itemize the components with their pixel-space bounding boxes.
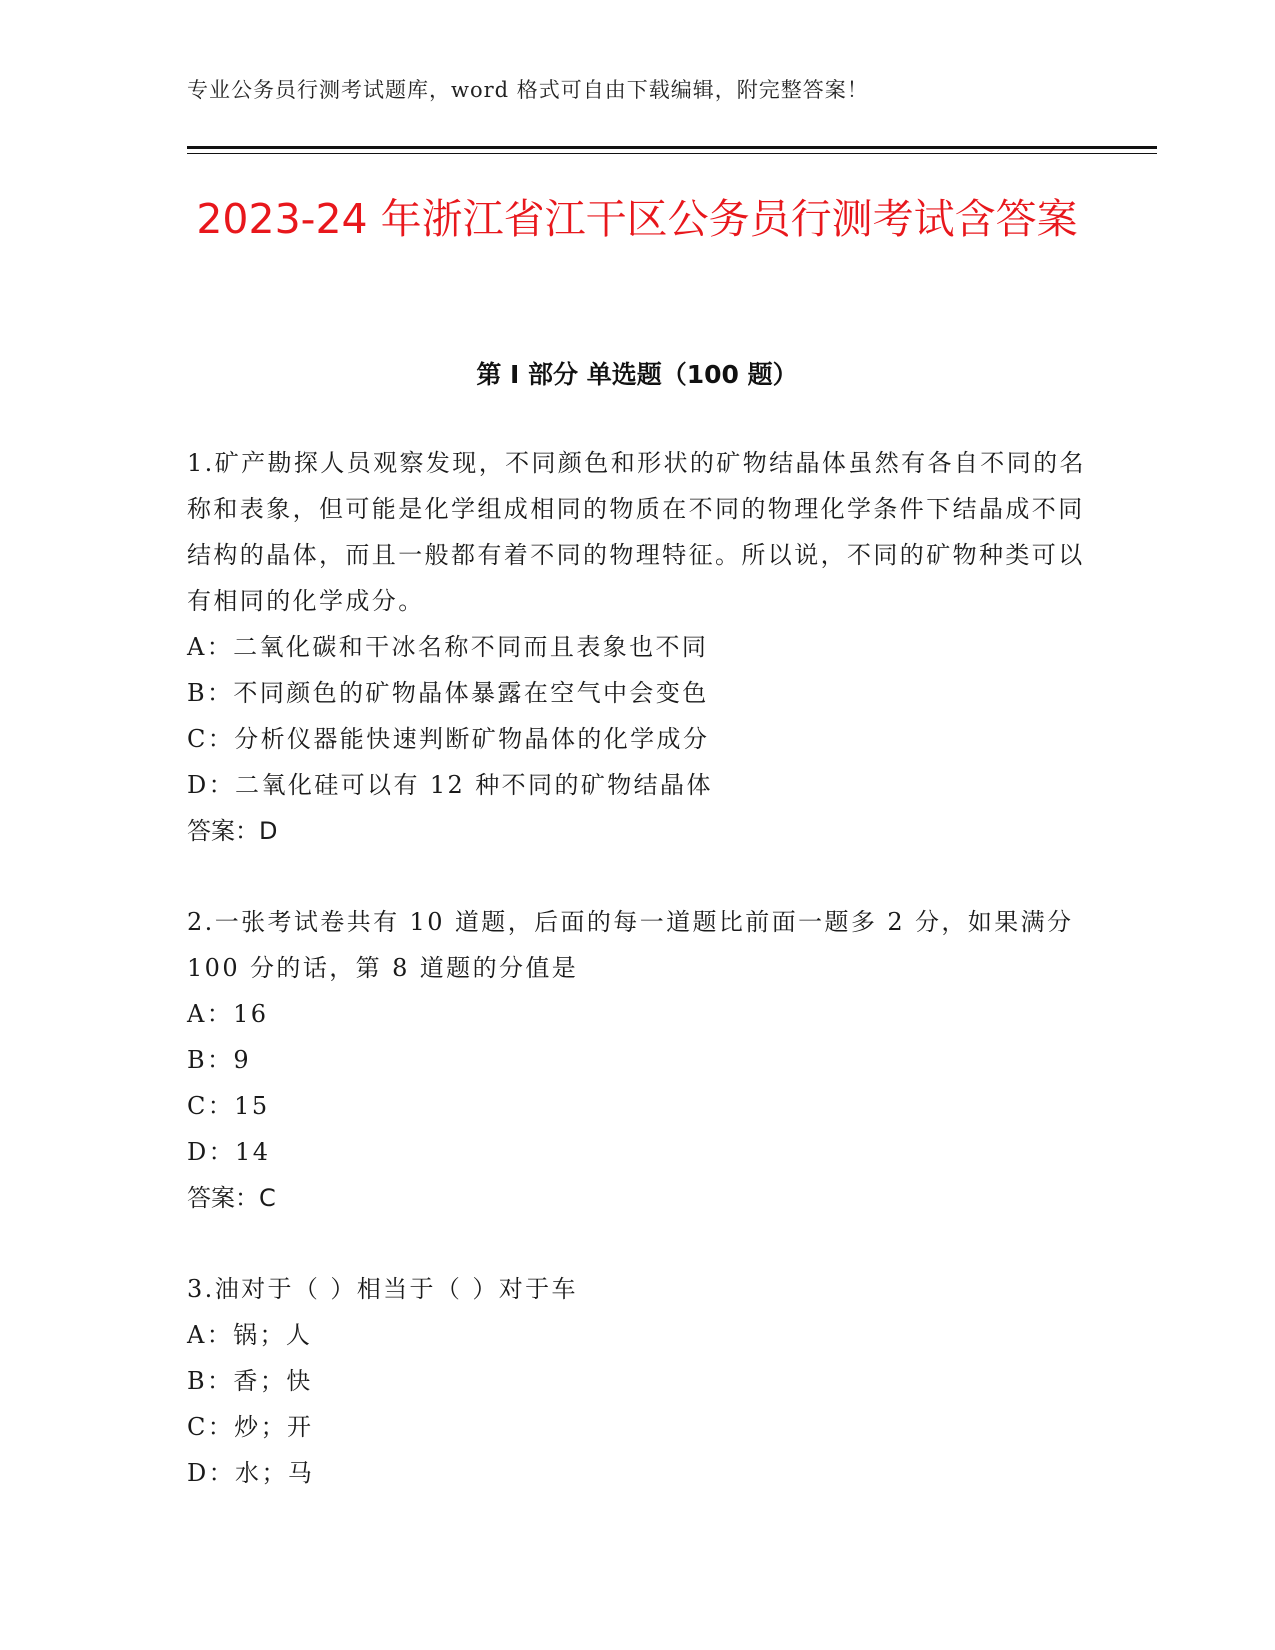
option-b: B：香；快 [187, 1367, 313, 1395]
option-d: D：14 [187, 1138, 271, 1166]
option-c: C：15 [187, 1092, 270, 1120]
option-a: A：二氧化碳和干冰名称不同而且表象也不同 [187, 633, 709, 661]
header-note: 专业公务员行测考试题库，word 格式可自由下载编辑，附完整答案！ [187, 78, 869, 102]
option-d: D：水；马 [187, 1459, 315, 1487]
question-2 [187, 899, 1087, 1221]
option-d: D：二氧化硅可以有 12 种不同的矿物结晶体 [187, 771, 713, 799]
answer: 答案：D [187, 817, 278, 845]
question-list [187, 440, 1087, 1541]
option-b: B：不同颜色的矿物晶体暴露在空气中会变色 [187, 679, 709, 707]
question-3 [187, 1266, 1087, 1496]
header-divider-thin [187, 153, 1157, 154]
section-title: 第 I 部分 单选题（100 题） [476, 360, 798, 389]
answer: 答案：C [187, 1184, 276, 1212]
option-c: C：分析仪器能快速判断矿物晶体的化学成分 [187, 725, 710, 753]
question-1 [187, 440, 1087, 854]
option-c: C：炒；开 [187, 1413, 314, 1441]
document-title: 2023-24 年浙江省江干区公务员行测考试含答案 [196, 195, 1078, 243]
option-a: A：锅；人 [187, 1321, 313, 1349]
option-b: B：9 [187, 1046, 252, 1074]
question-stem: 3.油对于（ ）相当于（ ）对于车 [187, 1275, 578, 1303]
option-a: A：16 [187, 1000, 269, 1028]
question-stem: 1.矿产勘探人员观察发现，不同颜色和形状的矿物结晶体虽然有各自不同的名称和表象，但可能是化学组成相同的物质在不同的物理化学条件下结晶成不同结构的晶体，而且一般都有着不同的物理特征。所以说，不同的矿物种类可以有相同的化学成分。 [187, 449, 1086, 615]
question-stem: 2.一张考试卷共有 10 道题，后面的每一道题比前面一题多 2 分，如果满分 100 分的话，第 8 道题的分值是 [187, 908, 1074, 982]
header-divider-thick [187, 146, 1157, 149]
